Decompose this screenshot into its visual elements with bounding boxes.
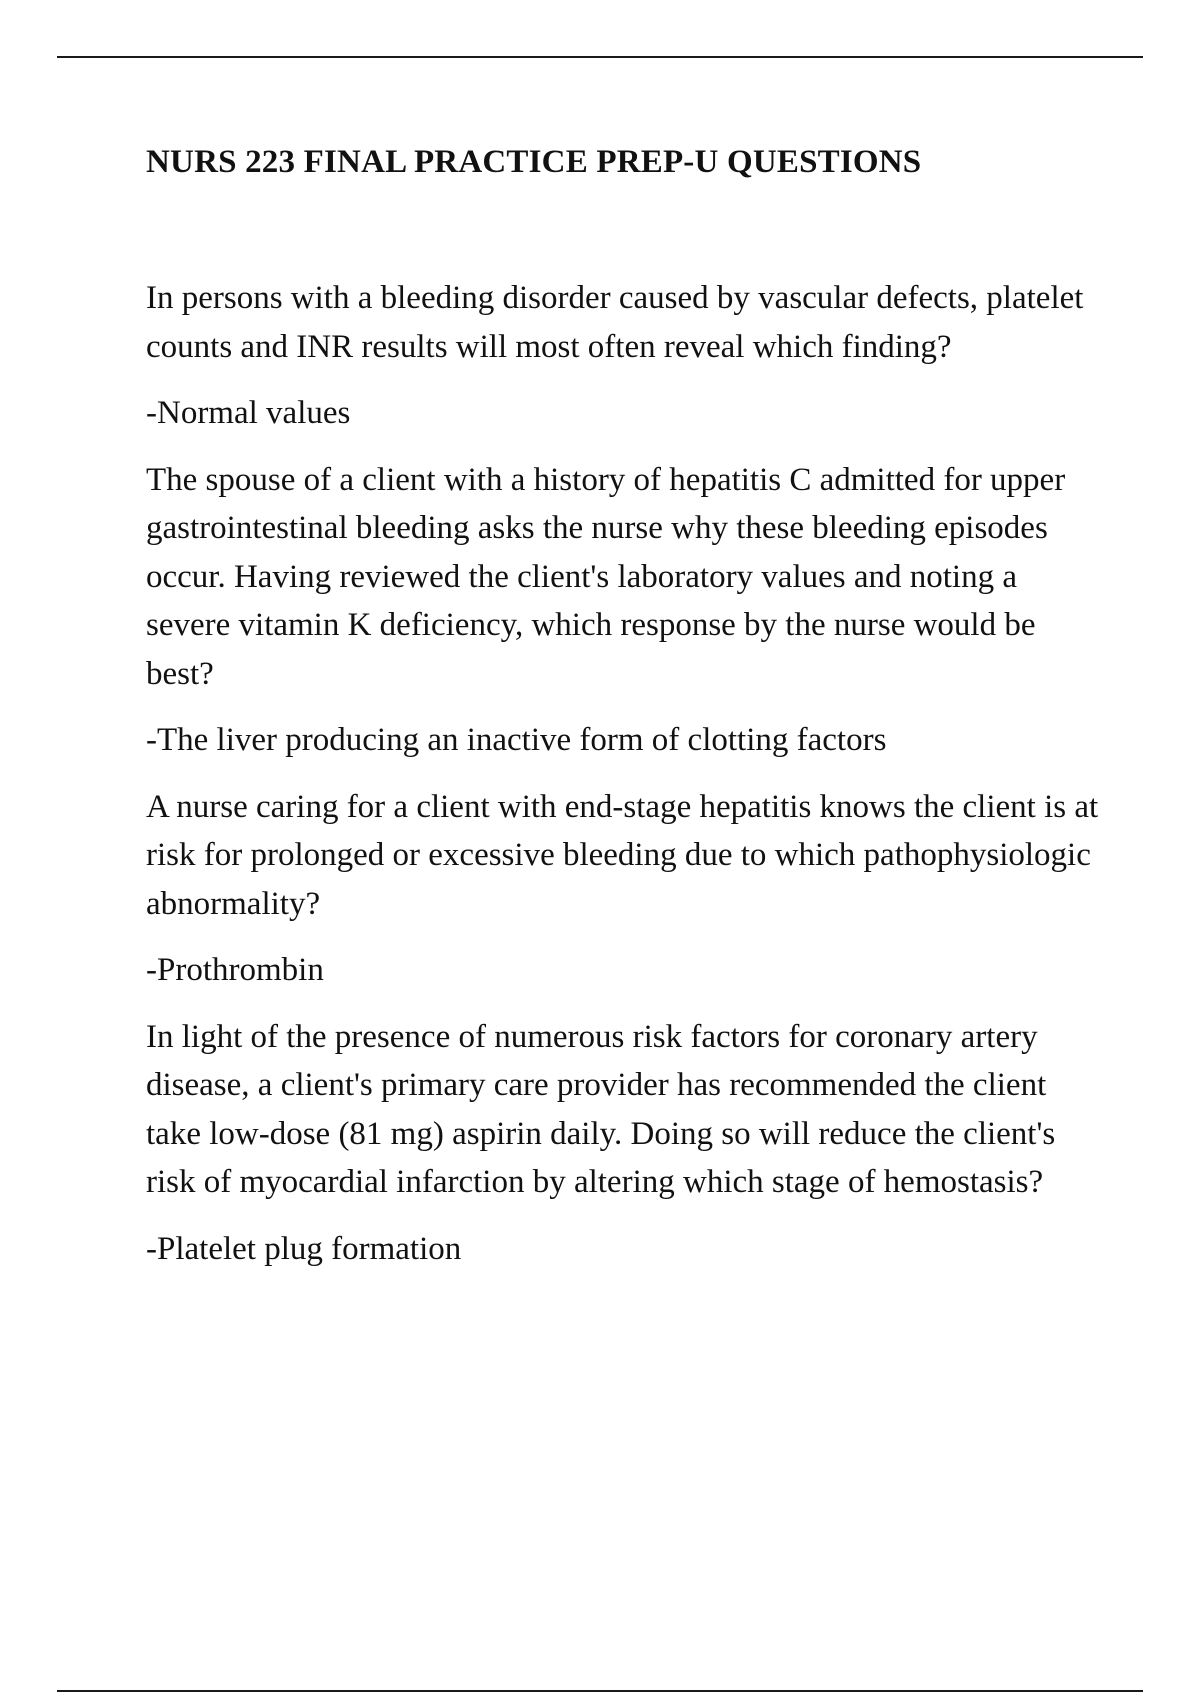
qa-item bbox=[146, 783, 1106, 995]
qa-item bbox=[146, 456, 1106, 765]
answer-text: -Platelet plug formation bbox=[146, 1230, 462, 1267]
answer-text: -The liver producing an inactive form of clotting factors bbox=[146, 722, 887, 758]
document-body bbox=[146, 140, 1106, 1291]
question-text: In persons with a bleeding disorder caused by vascular defects, platelet counts and INR results will most often reveal which finding? bbox=[146, 280, 1084, 365]
top-divider bbox=[57, 56, 1143, 58]
question-text: The spouse of a client with a history of hepatitis C admitted for upper gastrointestinal bleeding asks the nurse why these bleeding episodes occur. Having reviewed the client's laboratory values and noting a severe vitamin K deficiency, which response by the nurse would be best? bbox=[146, 461, 1066, 692]
question-text: A nurse caring for a client with end-stage hepatitis knows the client is at risk for prolonged or excessive bleeding due to which pathophysiologic abnormality? bbox=[146, 788, 1099, 922]
answer-text: -Prothrombin bbox=[146, 952, 324, 988]
document-title: NURS 223 FINAL PRACTICE PREP-U QUESTIONS bbox=[146, 144, 922, 180]
answer-text: -Normal values bbox=[146, 395, 351, 431]
bottom-divider bbox=[57, 1690, 1143, 1692]
qa-item bbox=[146, 274, 1106, 438]
qa-item bbox=[146, 1013, 1106, 1274]
question-list bbox=[146, 274, 1106, 1273]
question-text: In light of the presence of numerous risk factors for coronary artery disease, a client's primary care provider has recommended the client take low-dose (81 mg) aspirin daily. Doing so will reduce the client's risk of myocardial infarction by altering which stage of hemostasis? bbox=[146, 1018, 1056, 1200]
